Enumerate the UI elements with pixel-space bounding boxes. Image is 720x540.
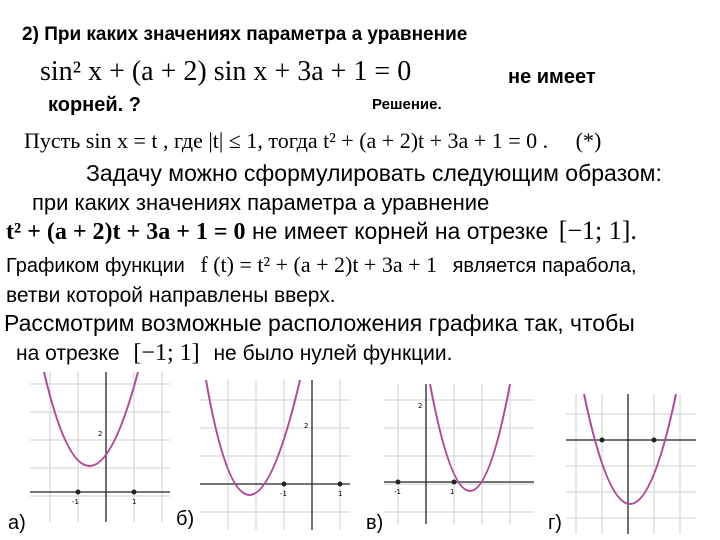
tick-x2: 1 [338, 490, 343, 498]
no-roots-text: не имеет [508, 66, 596, 88]
condition-text: не имеет корней на отрезке [251, 218, 549, 244]
graph-b [200, 380, 350, 530]
problem-header [22, 24, 467, 46]
graph-a [30, 372, 170, 522]
graph-d [566, 394, 696, 534]
interval: [−1; 1]. [558, 216, 637, 245]
zeros-prefix: на отрезке [16, 342, 120, 365]
zeros-interval: [−1; 1] [133, 340, 200, 366]
function-prefix: Графиком функции [6, 255, 185, 277]
tick-x1: -1 [280, 490, 287, 498]
substitution-text: Пусть sin x = t , где |t| ≤ 1, тогда t² + (a + 2)t + 3a + 1 = 0 . [24, 128, 549, 153]
t-equation: t² + (a + 2)t + 3a + 1 = 0 [6, 219, 246, 245]
graph-d-label: г) [548, 512, 562, 534]
tick-y: 2 [304, 422, 309, 430]
reformulation-line: Задачу можно сформулировать следующим образом: [86, 160, 662, 186]
function-line [6, 252, 637, 278]
main-equation: sin² x + (a + 2) sin x + 3a + 1 = 0 [40, 56, 412, 87]
problem-number: 2) [22, 24, 39, 45]
zeros-suffix: не было нулей функции. [213, 342, 453, 365]
condition-line [6, 216, 637, 246]
solution-label: Решение. [372, 96, 442, 113]
tick-x2: 1 [450, 488, 455, 496]
tick-y: 2 [418, 402, 423, 410]
tick-x1: -1 [394, 488, 401, 496]
zeros-line [16, 340, 452, 367]
question-line: при каких значениях параметра а уравнение [32, 190, 490, 215]
function-suffix: является парабола, [452, 255, 637, 277]
graph-c [384, 384, 534, 524]
function-formula: f (t) = t² + (a + 2)t + 3a + 1 [200, 252, 438, 277]
tick-y: 2 [98, 430, 103, 438]
tick-x2: 1 [132, 498, 137, 506]
consider-line: Рассмотрим возможные расположения графика так, чтобы [4, 310, 635, 336]
branches-line: ветви которой направлены вверх. [6, 284, 336, 307]
substitution-line [24, 128, 601, 154]
problem-text: При каких значениях параметра а уравнение [44, 24, 468, 45]
roots-question: корней. ? [48, 94, 142, 116]
equation-mark: (*) [575, 128, 602, 153]
tick-x1: -1 [72, 498, 79, 506]
graph-a-label: а) [8, 512, 26, 534]
graph-b-label: б) [176, 508, 195, 530]
graph-c-label: в) [366, 512, 384, 534]
